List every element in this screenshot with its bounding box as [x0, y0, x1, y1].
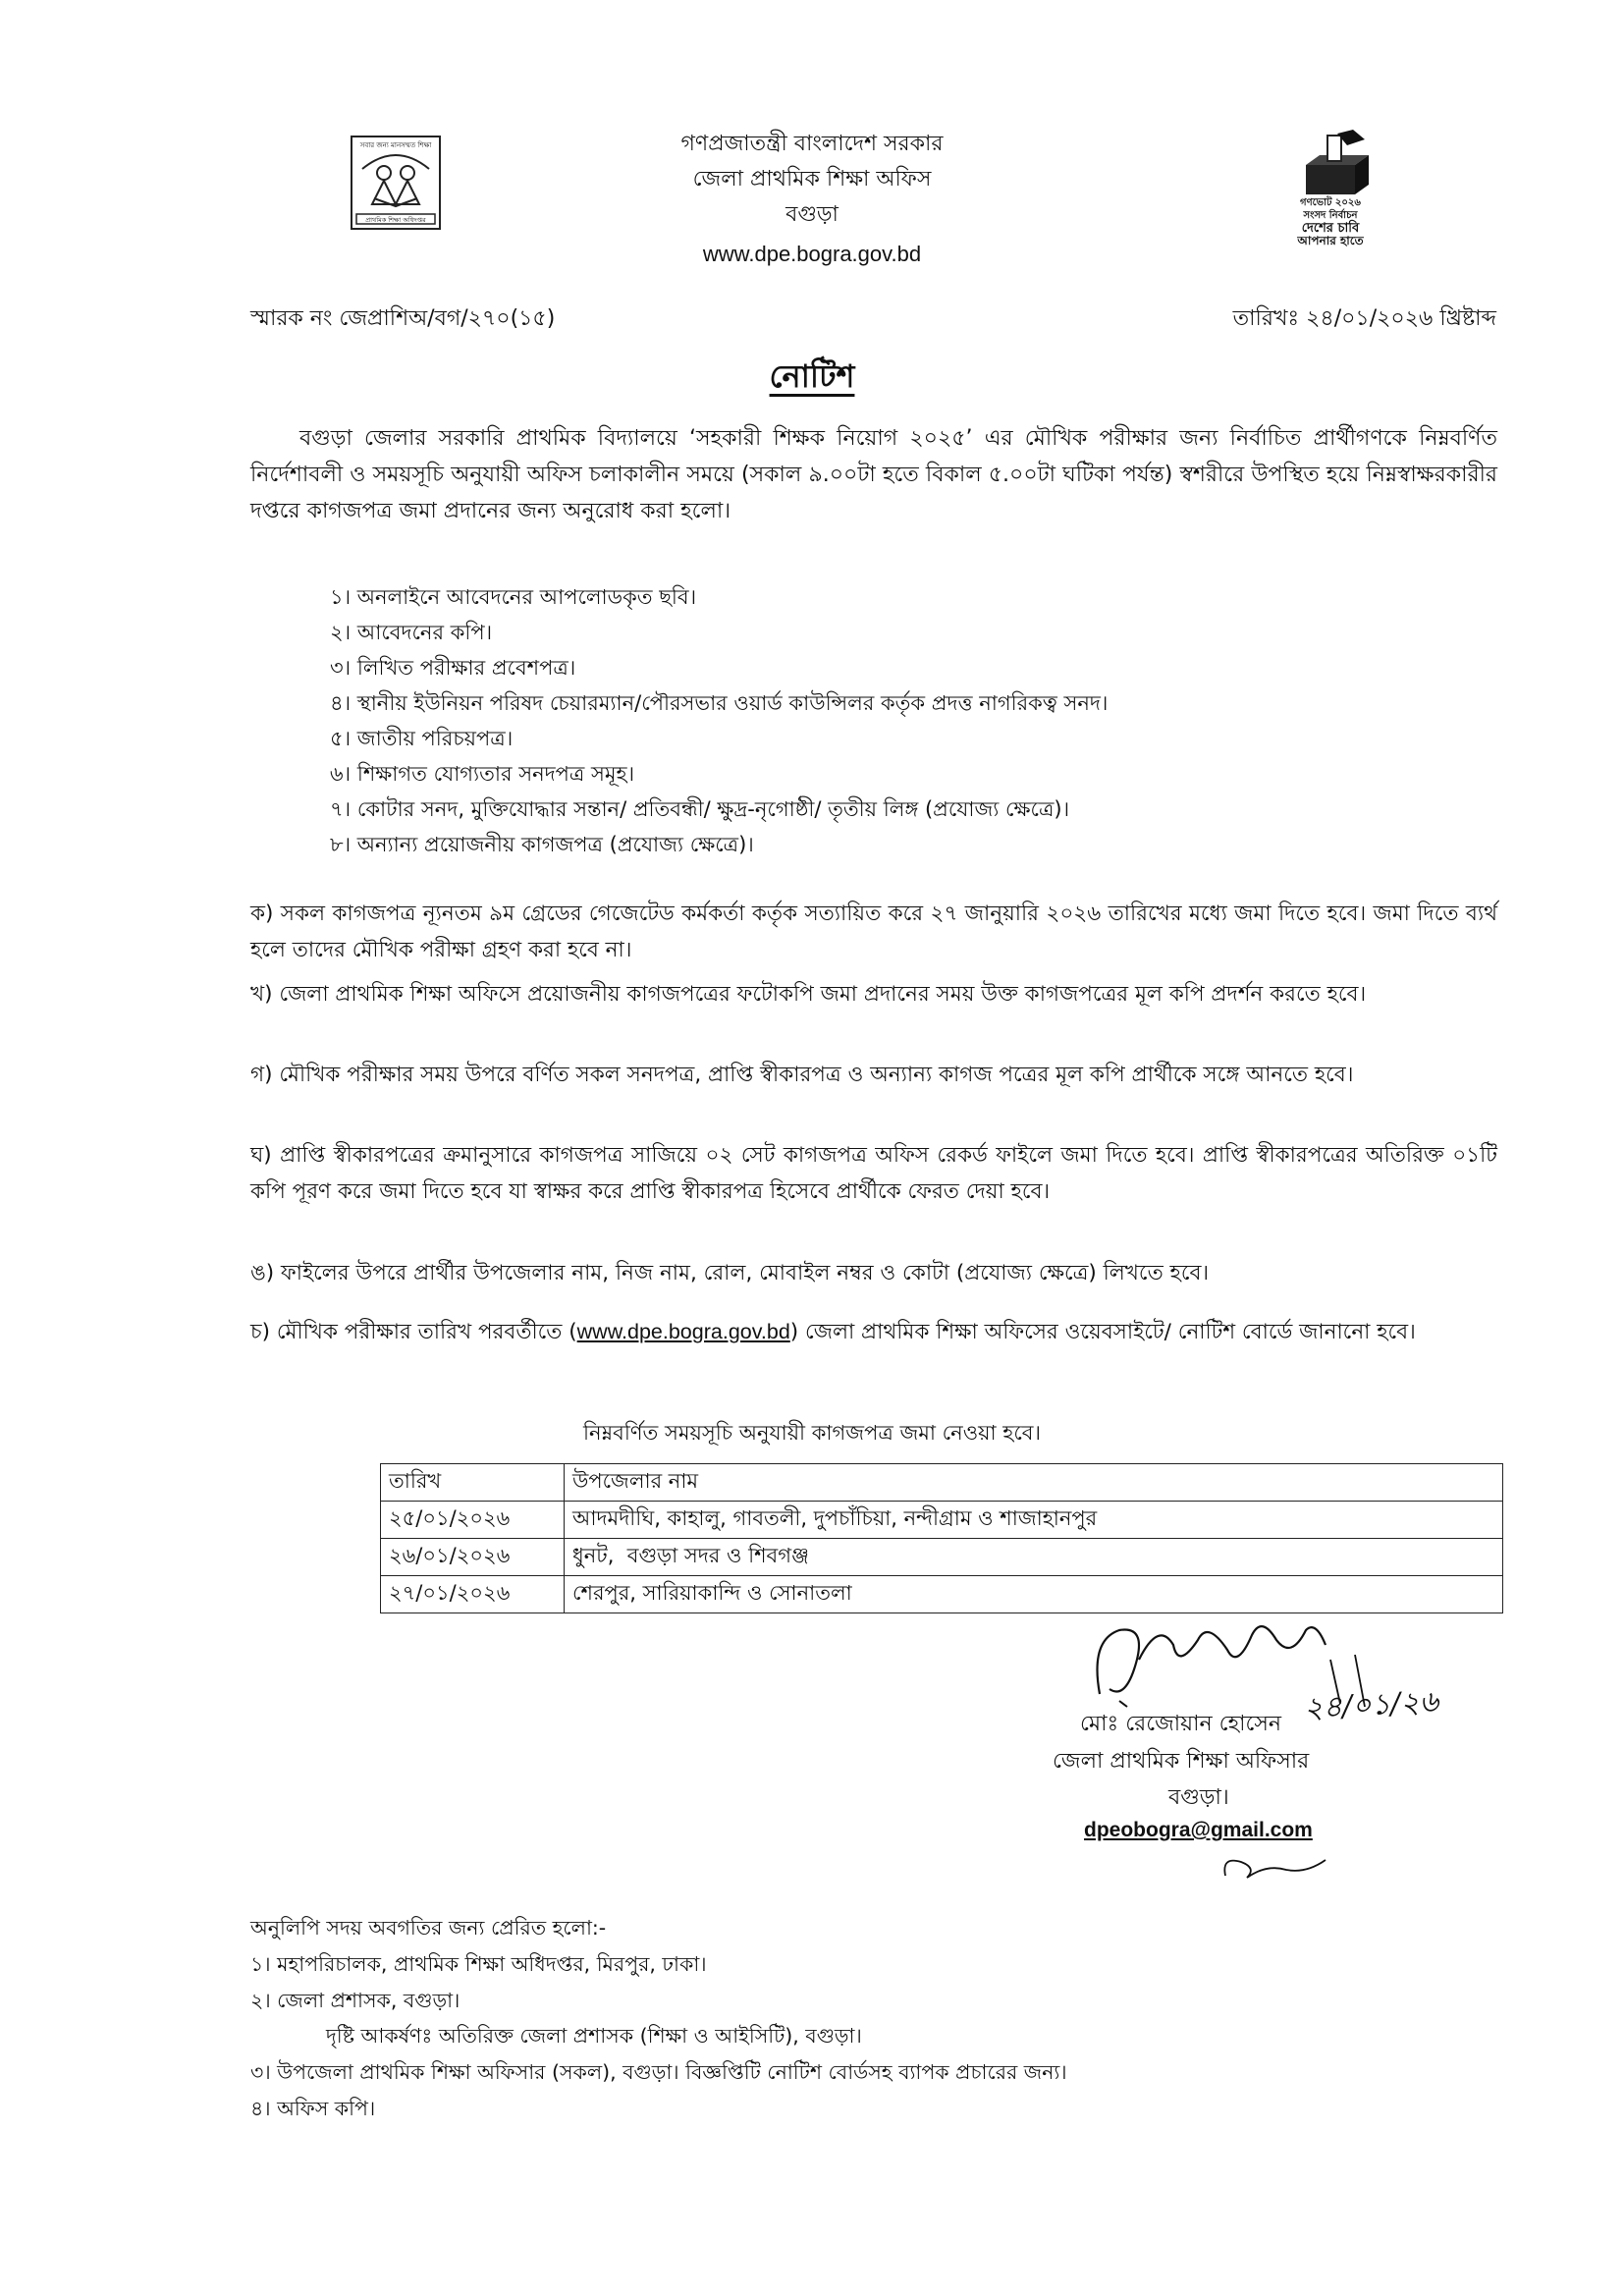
- table-header: তারিখ: [381, 1464, 565, 1502]
- district-name: বগুড়া: [785, 202, 839, 227]
- copy-to-item: ২। জেলা প্রশাসক, বগুড়া।: [250, 1989, 460, 2012]
- signature-date: ২৪/০১/২৬: [1303, 1684, 1439, 1726]
- copy-to-attention: দৃষ্টি আকর্ষণঃ অতিরিক্ত জেলা প্রশাসক (শিক্ষা ও আইসিটি), বগুড়া।: [326, 2024, 862, 2048]
- notice-title: নোটিশ: [769, 357, 855, 395]
- condition-uma: ঙ) ফাইলের উপরে প্রার্থীর উপজেলার নাম, নিজ নাম, রোল, মোবাইল নম্বর ও কোটা (প্রযোজ্য ক্ষেত্রে) লিখতে হবে।: [250, 1261, 1210, 1285]
- document-item: ৩। লিখিত পরীক্ষার প্রবেশপত্র।: [330, 656, 576, 680]
- schedule-caption: নিম্নবর্ণিত সময়সূচি অনুযায়ী কাগজপত্র জমা নেওয়া হবে।: [583, 1421, 1041, 1445]
- right-logo-line-3: দেশের চাবি: [1301, 221, 1360, 236]
- signatory-name: মোঃ রেজোয়ান হোসেন: [1080, 1712, 1282, 1736]
- website-link[interactable]: www.dpe.bogra.gov.bd: [702, 242, 922, 266]
- notice-title-wrap: [0, 352, 1624, 405]
- table-cell-upazila: ধুনট, বগুড়া সদর ও শিবগঞ্জ: [565, 1539, 1503, 1576]
- document-item: ৪। স্থানীয় ইউনিয়ন পরিষদ চেয়ারম্যান/পৌরসভার ওয়ার্ড কাউন্সিলর কর্তৃক প্রদত্ত নাগরিকত্ব সনদ।: [330, 691, 1109, 715]
- table-row: [381, 1502, 1503, 1539]
- condition-ga: গ) মৌখিক পরীক্ষার সময় উপরে বর্ণিত সকল সনদপত্র, প্রাপ্তি স্বীকারপত্র ও অন্যান্য কাগজ পত্রের মূল কপি প্রার্থীকে সঙ্গে আনতে হবে।: [250, 1063, 1354, 1087]
- condition-cha-suffix: ) জেলা প্রাথমিক শিক্ষা অফিসের ওয়েবসাইটে/ নোটিশ বোর্ডে জানানো হবে।: [789, 1320, 1416, 1344]
- table-cell-date: ২৬/০১/২০২৬: [381, 1539, 565, 1576]
- table-header: উপজেলার নাম: [565, 1464, 1503, 1502]
- right-logo-line-4: আপনার হাতে: [1297, 234, 1364, 247]
- initial-image: [1218, 1846, 1335, 1886]
- office-name: জেলা প্রাথমিক শিক্ষা অফিস: [692, 167, 932, 191]
- left-logo-motto: সবার জন্য মানসম্মত শিক্ষা: [359, 141, 432, 149]
- document-item: ৭। কোটার সনদ, মুক্তিযোদ্ধার সন্তান/ প্রতিবন্ধী/ ক্ষুদ্র-নৃগোষ্ঠী/ তৃতীয় লিঙ্গ (প্রযোজ্য ক্ষেত্রে)।: [330, 797, 1070, 821]
- intro-paragraph: বগুড়া জেলার সরকারি প্রাথমিক বিদ্যালয়ে ‘সহকারী শিক্ষক নিয়োগ ২০২৫’ এর মৌখিক পরীক্ষার জন্য নির্বাচিত প্রার্থীগণকে নিম্নবর্ণিত নির্দেশাবলী ও সময়সূচি অনুযায়ী অফিস চলাকালীন সময়ে (সকাল ৯.০০টা হতে বিকাল ৫.০০টা ঘটিকা পর্যন্ত) স্বশরীরে উপস্থিত হয়ে নিম্নস্বাক্ষরকারীর দপ্তরে কাগজপত্র জমা প্রদানের জন্য অনুরোধ করা হলো।: [250, 426, 1497, 523]
- condition-kha: খ) জেলা প্রাথমিক শিক্ষা অফিসে প্রয়োজনীয় কাগজপত্রের ফটোকপি জমা প্রদানের সময় উক্ত কাগজপত্রের মূল কপি প্রদর্শন করতে হবে।: [250, 982, 1367, 1007]
- table-cell-upazila: আদমদীঘি, কাহালু, গাবতলী, দুপচাঁচিয়া, নন্দীগ্রাম ও শাজাহানপুর: [565, 1502, 1503, 1539]
- table-cell-upazila: শেরপুর, সারিয়াকান্দি ও সোনাতলা: [565, 1576, 1503, 1613]
- condition-cha: [250, 1314, 1497, 1350]
- document-item: ২। আবেদনের কপি।: [330, 621, 493, 644]
- right-logo-line-1: গণভোট ২০২৬: [1300, 197, 1361, 208]
- left-logo-caption: প্রাথমিক শিক্ষা অধিদপ্তর: [365, 216, 426, 224]
- copy-to-item: ১। মহাপরিচালক, প্রাথমিক শিক্ষা অধিদপ্তর, মিরপুর, ঢাকা।: [250, 1952, 707, 1976]
- signatory-designation: জেলা প্রাথমিক শিক্ষা অফিসার: [1053, 1749, 1310, 1774]
- table-cell-date: ২৫/০১/২০২৬: [381, 1502, 565, 1539]
- memo-number: স্মারক নং জেপ্রাশিঅ/বগ/২৭০(১৫): [250, 306, 556, 331]
- document-item: ৬। শিক্ষাগত যোগ্যতার সনদপত্র সমূহ।: [330, 762, 635, 786]
- condition-cha-prefix: চ) মৌখিক পরীক্ষার তারিখ পরবর্তীতে (: [250, 1320, 577, 1344]
- copy-to-item: ৪। অফিস কপি।: [250, 2097, 376, 2120]
- document-item: ৫। জাতীয় পরিচয়পত্র।: [330, 727, 514, 750]
- gov-name: গণপ্রজাতন্ত্রী বাংলাদেশ সরকার: [680, 132, 944, 156]
- document-item: ৮। অন্যান্য প্রয়োজনীয় কাগজপত্র (প্রযোজ্য ক্ষেত্রে)।: [330, 833, 754, 856]
- condition-gha: ঘ) প্রাপ্তি স্বীকারপত্রের ক্রমানুসারে কাগজপত্র সাজিয়ে ০২ সেট কাগজপত্র অফিস রেকর্ড ফাইলে জমা দিতে হবে। প্রাপ্তি স্বীকারপত্রের অতিরিক্ত ০১টি কপি পূরণ করে জমা দিতে হবে যা স্বাক্ষর করে প্রাপ্তি স্বীকারপত্র হিসেবে প্রার্থীকে ফেরত দেয়া হবে।: [250, 1143, 1497, 1204]
- notice-date: তারিখঃ ২৪/০১/২০২৬ খ্রিষ্টাব্দ: [1232, 306, 1496, 331]
- schedule-table: [380, 1463, 1503, 1613]
- condition-ka: ক) সকল কাগজপত্র ন্যূনতম ৯ম গ্রেডের গেজেটেড কর্মকর্তা কর্তৃক সত্যায়িত করে ২৭ জানুয়ারি ২০২৬ তারিখের মধ্যে জমা দিতে হবে। জমা দিতে ব্যর্থ হলে তাদের মৌখিক পরীক্ষা গ্রহণ করা হবে না।: [250, 902, 1497, 962]
- document-item: ১। অনলাইনে আবেদনের আপলোডকৃত ছবি।: [330, 585, 697, 609]
- condition-cha-link[interactable]: www.dpe.bogra.gov.bd: [576, 1320, 790, 1343]
- right-logo-line-2: সংসদ নির্বাচন: [1303, 210, 1358, 221]
- copy-to-heading: অনুলিপি সদয় অবগতির জন্য প্রেরিত হলো:-: [250, 1916, 607, 1940]
- table-header-row: [381, 1464, 1503, 1502]
- table-cell-date: ২৭/০১/২০২৬: [381, 1576, 565, 1613]
- signatory-email[interactable]: dpeobogra@gmail.com: [1084, 1819, 1313, 1841]
- copy-to-item: ৩। উপজেলা প্রাথমিক শিক্ষা অফিসার (সকল), বগুড়া। বিজ্ঞপ্তিটি নোটিশ বোর্ডসহ ব্যাপক প্রচারের জন্য।: [250, 2060, 1067, 2084]
- signatory-district: বগুড়া।: [1168, 1785, 1229, 1810]
- table-row: [381, 1539, 1503, 1576]
